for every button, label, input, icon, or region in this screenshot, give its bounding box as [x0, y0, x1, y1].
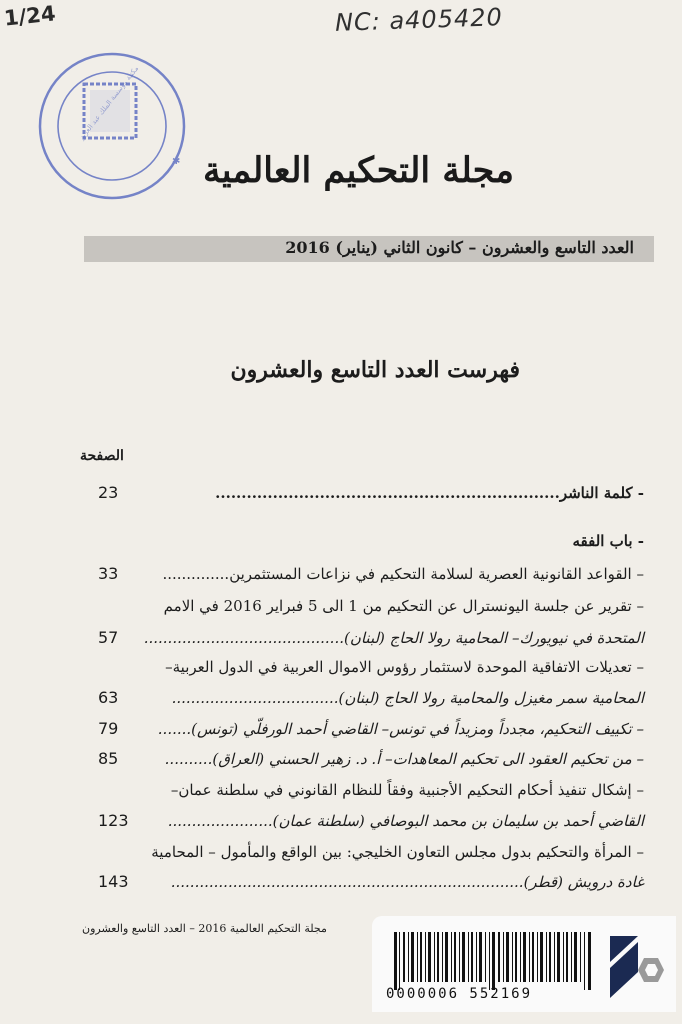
- toc-section-heading: - باب الفقه: [572, 532, 644, 550]
- toc-entry: المتحدة في نيويورك– المحامية رولا الحاج (لبنان)..........................................: [143, 629, 644, 647]
- issue-line: العدد التاسع والعشرون – كانون الثاني (يناير) 2016: [285, 238, 634, 257]
- toc-entry-text: – المرأة والتحكيم بدول مجلس التعاون الخليجي: بين الواقع والمأمول – المحامية: [151, 843, 644, 861]
- toc-entry-text: المحامية سمر مغيزل والمحامية رولا الحاج (لبنان): [338, 689, 644, 707]
- toc-page-number: 143: [98, 872, 129, 891]
- barcode-icon: [394, 932, 596, 990]
- library-logo-icon: [608, 932, 666, 1004]
- stamp-text: مكتبة مؤسسة الملك عبد العزيز: [77, 64, 141, 142]
- toc-entry-text: – تعديلات الاتفاقية الموحدة لاستثمار رؤوس الاموال العربية في الدول العربية–: [165, 658, 644, 676]
- toc-entry-text: – تكييف التحكيم، مجدداً ومزيداً في تونس– القاضي أحمد الورفلّي (تونس): [191, 720, 644, 738]
- toc-entry: القاضي أحمد بن سليمان بن محمد البوصافي (سلطنة عمان)......................: [167, 812, 644, 830]
- toc-entry: غادة درويش (قطر)..........................................................................: [170, 873, 644, 891]
- journal-title: مجلة التحكيم العالمية: [203, 150, 514, 191]
- toc-entry: - كلمة الناشر..................................................................: [215, 484, 644, 502]
- svg-text:✱: ✱: [172, 156, 181, 167]
- toc-page-number: 23: [98, 483, 119, 502]
- barcode-digits: 0000006 552169: [386, 986, 533, 1002]
- page-footer: مجلة التحكيم العالمية 2016 – العدد التاسع والعشرون: [82, 922, 327, 935]
- toc-entry-text: - كلمة الناشر: [559, 484, 644, 502]
- toc-entry-text: – القواعد القانونية العصرية لسلامة التحكيم في نزاعات المستثمرين: [229, 565, 644, 583]
- toc-entry-text: القاضي أحمد بن سليمان بن محمد البوصافي (سلطنة عمان): [272, 812, 644, 830]
- toc-title: فهرست العدد التاسع والعشرون: [230, 357, 520, 383]
- issue-bar: [84, 236, 654, 262]
- toc-entry-text: المتحدة في نيويورك– المحامية رولا الحاج (لبنان): [343, 629, 644, 647]
- toc-page-number: 85: [98, 749, 119, 768]
- page-column-header: الصفحة: [80, 448, 124, 464]
- toc-page-number: 123: [98, 811, 129, 830]
- toc-entry: – تكييف التحكيم، مجدداً ومزيداً في تونس– القاضي أحمد الورفلّي (تونس).......: [157, 720, 644, 738]
- toc-page-number: 57: [98, 628, 119, 647]
- toc-entry-text: – من تحكيم العقود الى تحكيم المعاهدات– أ. د. زهير الحسني (العراق): [212, 750, 644, 768]
- accession-number: NC: a405420: [334, 3, 504, 37]
- barcode-label: [372, 916, 676, 1012]
- toc-entry-text: – تقرير عن جلسة اليونسترال عن التحكيم من 1 الى 5 فبراير 2016 في الامم: [163, 597, 644, 615]
- toc-entry: – من تحكيم العقود الى تحكيم المعاهدات– أ. د. زهير الحسني (العراق)..........: [164, 750, 644, 768]
- toc-entry-text: غادة درويش (قطر): [523, 873, 644, 891]
- toc-page-number: 33: [98, 564, 119, 583]
- toc-entry: المحامية سمر مغيزل والمحامية رولا الحاج (لبنان)...................................: [171, 689, 644, 707]
- toc-page-number: 79: [98, 719, 119, 738]
- toc-page-number: 63: [98, 688, 119, 707]
- library-stamp-icon: [32, 46, 188, 202]
- toc-entry: – القواعد القانونية العصرية لسلامة التحكيم في نزاعات المستثمرين..............: [162, 565, 644, 583]
- toc-entry-text: – إشكال تنفيذ أحكام التحكيم الأجنبية وفقاً للنظام القانوني في سلطنة عمان–: [170, 781, 644, 799]
- handwritten-number: 1/24: [2, 1, 57, 31]
